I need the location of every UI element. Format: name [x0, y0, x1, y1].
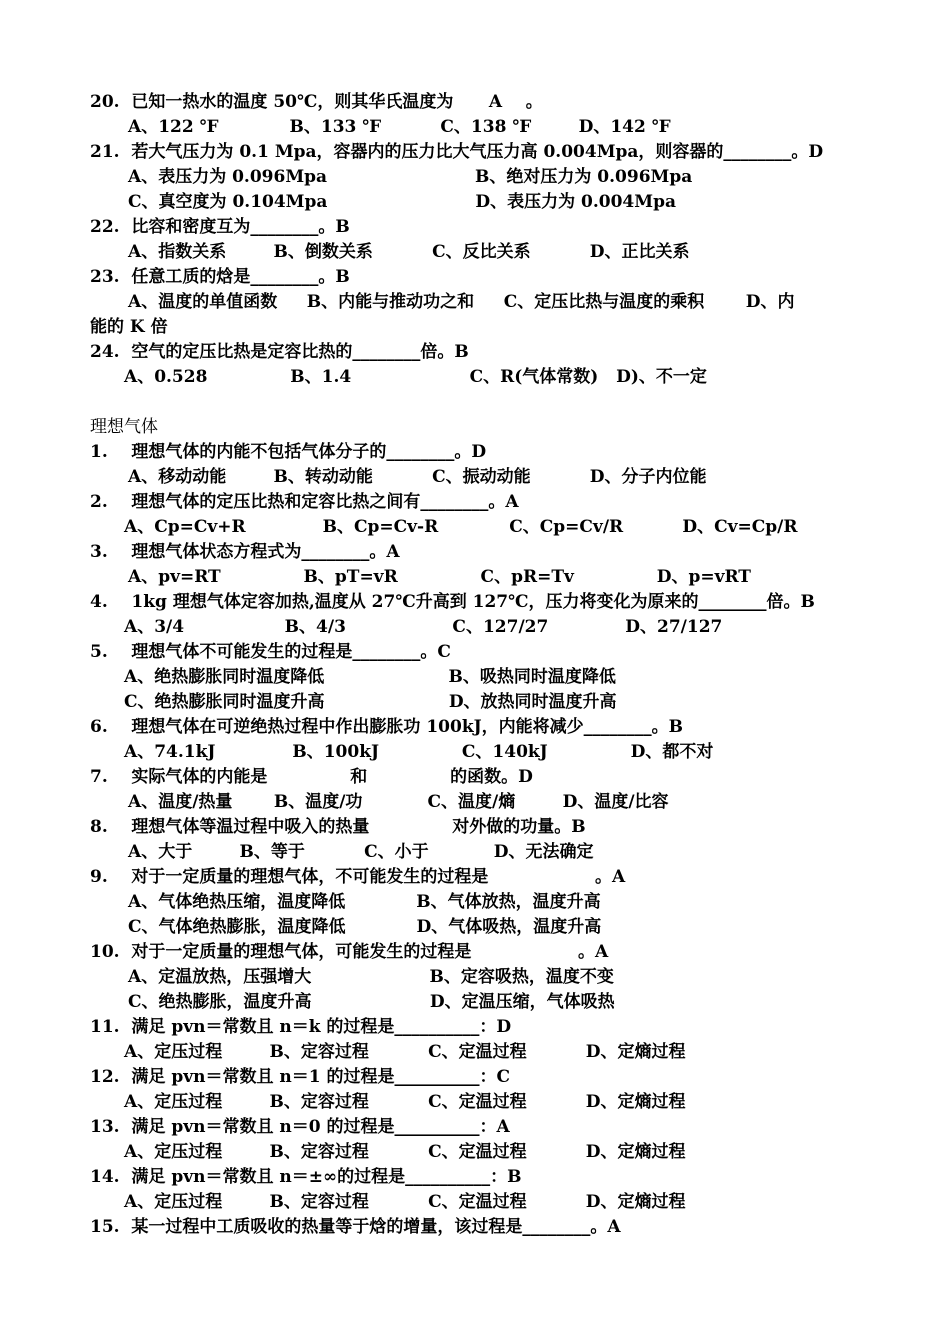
options-2: A、Cp=Cv+R B、Cp=Cv-R C、Cp=Cv/R D、Cv=Cp/R [124, 517, 798, 537]
question-22: 22. 比容和密度互为________。B [90, 217, 350, 237]
question-15: 15. 某一过程中工质吸收的热量等于焓的增量，该过程是________。A [90, 1217, 621, 1237]
question-13: 13. 满足 pvn＝常数且 n＝0 的过程是__________：A [90, 1117, 510, 1137]
options-20: A、122 ℉ B、133 ℉ C、138 ℉ D、142 ℉ [128, 117, 671, 137]
options-6: A、74.1kJ B、100kJ C、140kJ D、都不对 [124, 742, 714, 762]
options-4: A、3/4 B、4/3 C、127/27 D、27/127 [124, 617, 723, 637]
question-4: 4. 1kg 理想气体定容加热,温度从 27℃升高到 127℃，压力将变化为原来的________倍。B [90, 592, 815, 612]
options-13: A、定压过程 B、定容过程 C、定温过程 D、定熵过程 [124, 1142, 686, 1162]
options-11: A、定压过程 B、定容过程 C、定温过程 D、定熵过程 [124, 1042, 686, 1062]
options-10-cd: C、绝热膨胀，温度升高 D、定温压缩，气体吸热 [128, 992, 615, 1012]
question-3: 3. 理想气体状态方程式为________。A [90, 542, 400, 562]
options-12: A、定压过程 B、定容过程 C、定温过程 D、定熵过程 [124, 1092, 686, 1112]
question-23: 23. 任意工质的焓是________。B [90, 267, 350, 287]
options-23-cont: 能的 K 倍 [90, 317, 168, 337]
question-11: 11. 满足 pvn＝常数且 n＝k 的过程是__________：D [90, 1017, 512, 1037]
options-22: A、指数关系 B、倒数关系 C、反比关系 D、正比关系 [128, 242, 690, 262]
options-1: A、移动动能 B、转动动能 C、振动动能 D、分子内位能 [128, 467, 707, 487]
question-21: 21. 若大气压力为 0.1 Mpa，容器内的压力比大气压力高 0.004Mpa，则容器的________。D [90, 142, 824, 162]
question-6: 6. 理想气体在可逆绝热过程中作出膨胀功 100kJ，内能将减少________。B [90, 717, 684, 737]
question-7: 7. 实际气体的内能是 和 的函数。D [90, 767, 533, 787]
question-20: 20. 已知一热水的温度 50℃，则其华氏温度为 A 。 [90, 92, 543, 112]
question-14: 14. 满足 pvn＝常数且 n＝±∞的过程是__________：B [90, 1167, 522, 1187]
question-12: 12. 满足 pvn＝常数且 n＝1 的过程是__________：C [90, 1067, 511, 1087]
options-3: A、pv=RT B、pT=vR C、pR=Tv D、p=vRT [128, 567, 751, 587]
options-10-ab: A、定温放热，压强增大 B、定容吸热，温度不变 [128, 967, 614, 987]
question-8: 8. 理想气体等温过程中吸入的热量 对外做的功量。B [90, 817, 586, 837]
options-9-ab: A、气体绝热压缩，温度降低 B、气体放热，温度升高 [128, 892, 601, 912]
options-7: A、温度/热量 B、温度/功 C、温度/熵 D、温度/比容 [128, 792, 669, 812]
options-8: A、大于 B、等于 C、小于 D、无法确定 [128, 842, 594, 862]
options-5-cd: C、绝热膨胀同时温度升高 D、放热同时温度升高 [124, 692, 617, 712]
options-21-ab: A、表压力为 0.096Mpa B、绝对压力为 0.096Mpa [128, 167, 693, 187]
options-5-ab: A、绝热膨胀同时温度降低 B、吸热同时温度降低 [124, 667, 616, 687]
question-1: 1. 理想气体的内能不包括气体分子的________。D [90, 442, 487, 462]
question-9: 9. 对于一定质量的理想气体，不可能发生的过程是 。A [90, 867, 626, 887]
question-10: 10. 对于一定质量的理想气体，可能发生的过程是 。A [90, 942, 609, 962]
question-24: 24. 空气的定压比热是定容比热的________倍。B [90, 342, 469, 362]
question-5: 5. 理想气体不可能发生的过程是________。C [90, 642, 451, 662]
options-9-cd: C、气体绝热膨胀，温度降低 D、气体吸热，温度升高 [128, 917, 602, 937]
options-23: A、温度的单值函数 B、内能与推动功之和 C、定压比热与温度的乘积 D、内 [128, 292, 795, 312]
section-heading: 理想气体 [90, 417, 158, 437]
options-14: A、定压过程 B、定容过程 C、定温过程 D、定熵过程 [124, 1192, 686, 1212]
question-2: 2. 理想气体的定压比热和定容比热之间有________。A [90, 492, 519, 512]
options-24: A、0.528 B、1.4 C、R(气体常数) D)、不一定 [124, 367, 707, 387]
options-21-cd: C、真空度为 0.104Mpa D、表压力为 0.004Mpa [128, 192, 676, 212]
